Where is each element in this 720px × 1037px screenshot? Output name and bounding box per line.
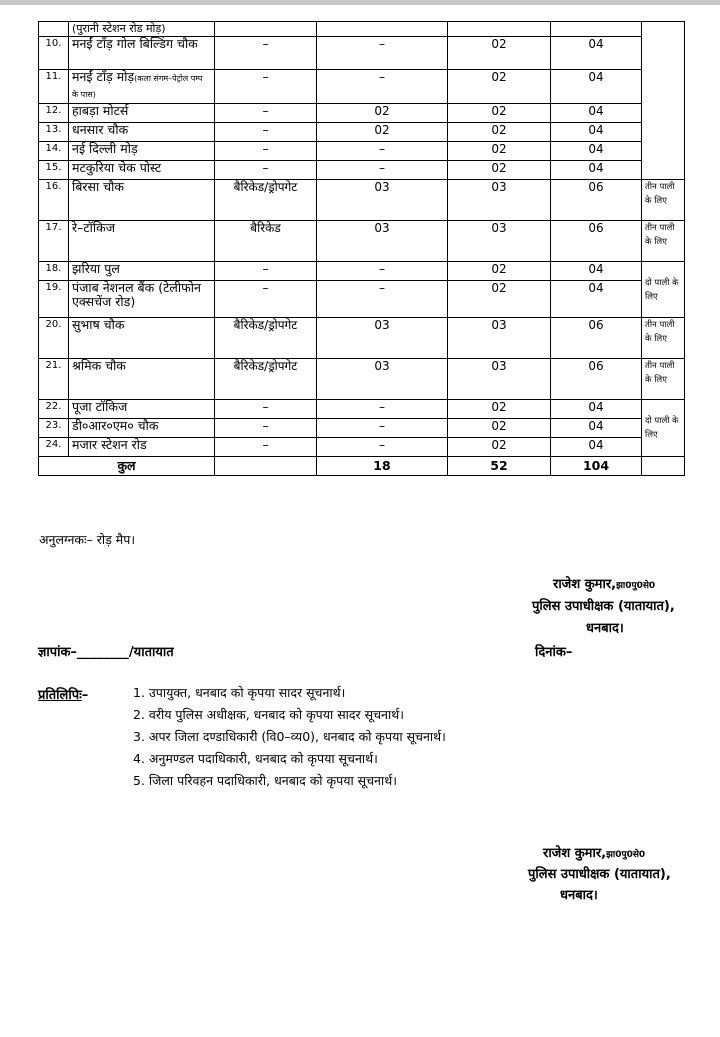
- location-cell: हाबड़ा मोटर्स: [69, 104, 215, 123]
- location-cell: मनईं टॉंड़ गोल बिल्डिंग चौक: [69, 37, 215, 70]
- signatory-name: राजेश कुमार,झा0पु0से0: [553, 577, 656, 592]
- remarks-cell: दो पाली के लिए: [642, 262, 685, 318]
- table-row: 16. बिरसा चौक बैरिकेड/ड्रोपगेट 03 03 06 तीन पाली के लिए: [39, 180, 685, 221]
- table-row: 17. रे–टॉकिज बैरिकेड 03 03 06 तीन पाली के लिए: [39, 221, 685, 262]
- location-cell: डी०आर०एम० चौक: [69, 419, 215, 438]
- signatory-designation: पुलिस उपाधीक्षक (यातायात),: [528, 867, 671, 882]
- remarks-cell: दो पाली के लिए: [642, 400, 685, 457]
- total-value: 52: [448, 457, 551, 476]
- table-row: 12. हाबड़ा मोटर्स – 02 02 04: [39, 104, 685, 123]
- list-item: 3. अपर जिला दण्डाधिकारी (वि0–व्य0), धनबाद को कृपया सूचनार्थ।: [133, 729, 446, 744]
- top-border: [0, 0, 720, 5]
- total-value: 104: [551, 457, 642, 476]
- date-label: दिनांक–: [535, 645, 573, 660]
- copy-to-list: [133, 684, 446, 794]
- table-row: 20. सुभाष चौक बैरिकेड/ड्रोपगेट 03 03 06 तीन पाली के लिए: [39, 318, 685, 359]
- table-row: 22. पूजा टॉकिज – – 02 04 दो पाली के लिए: [39, 400, 685, 419]
- list-item: 4. अनुमण्डल पदाधिकारी, धनबाद को कृपया सूचनार्थ।: [133, 751, 378, 766]
- remarks-cell: तीन पाली के लिए: [642, 180, 685, 221]
- location-cell: बिरसा चौक: [69, 180, 215, 221]
- list-item: 1. उपायुक्त, धनबाद को कृपया सादर सूचनार्थ।: [133, 685, 346, 700]
- location-cell: मजार स्टेशन रोड: [69, 438, 215, 457]
- signatory-place: धनबाद।: [560, 888, 598, 903]
- signatory-place: धनबाद।: [586, 621, 624, 636]
- remarks-cell: तीन पाली के लिए: [642, 359, 685, 400]
- table-row: 14. नई दिल्ली मोड़ – – 02 04: [39, 142, 685, 161]
- total-value: 18: [317, 457, 448, 476]
- table-row: 10. मनईं टॉंड़ गोल बिल्डिंग चौक – – 02 04: [39, 37, 685, 70]
- list-item: 5. जिला परिवहन पदाधिकारी, धनबाद को कृपया सूचनार्थ।: [133, 773, 397, 788]
- location-cell: पूजा टॉकिज: [69, 400, 215, 419]
- remarks-cell: तीन पाली के लिए: [642, 221, 685, 262]
- remarks-cell: [642, 22, 685, 180]
- annexure-note: अनुलग्नकः– रोड़ मैप।: [39, 532, 136, 547]
- serial-cell: [39, 22, 69, 37]
- location-cell: मटकुरिया चेक पोस्ट: [69, 161, 215, 180]
- location-cell: पंजाब नेशनल बैंक (टेलीफोन एक्सचेंज रोड): [69, 281, 215, 318]
- table-row: 19. पंजाब नेशनल बैंक (टेलीफोन एक्सचेंज रोड) – – 02 04: [39, 281, 685, 318]
- location-cell: मनईं टॉंड़ मोड़(कला संगम–पेट्रोल पम्प के पास): [69, 70, 215, 104]
- location-cell: धनसार चौक: [69, 123, 215, 142]
- location-cell: नई दिल्ली मोड़: [69, 142, 215, 161]
- location-cell: सुभाष चौक: [69, 318, 215, 359]
- table-row: 13. धनसार चौक – 02 02 04: [39, 123, 685, 142]
- table-row: 24. मजार स्टेशन रोड – – 02 04: [39, 438, 685, 457]
- total-label: कुल: [39, 457, 215, 476]
- table-row: 23. डी०आर०एम० चौक – – 02 04: [39, 419, 685, 438]
- table-row: 21. श्रमिक चौक बैरिकेड/ड्रोपगेट 03 03 06 तीन पाली के लिए: [39, 359, 685, 400]
- table-row: 11. मनईं टॉंड़ मोड़(कला संगम–पेट्रोल पम्प के पास) – – 02 04: [39, 70, 685, 104]
- signatory-name: राजेश कुमार,झा0पु0से0: [543, 846, 646, 861]
- location-cell: श्रमिक चौक: [69, 359, 215, 400]
- table-row: 15. मटकुरिया चेक पोस्ट – – 02 04: [39, 161, 685, 180]
- table-row: [39, 22, 685, 37]
- signatory-designation: पुलिस उपाधीक्षक (यातायात),: [532, 599, 675, 614]
- copy-to-label: प्रतिलिपिः–: [38, 688, 89, 703]
- table-row: 18. झरिया पुल – – 02 04 दो पाली के लिए: [39, 262, 685, 281]
- list-item: 2. वरीय पुलिस अधीक्षक, धनबाद को कृपया सादर सूचनार्थ।: [133, 707, 404, 722]
- location-cell: रे–टॉकिज: [69, 221, 215, 262]
- location-cell: (पुरानी स्टेशन रोड मोड़): [69, 22, 215, 37]
- traffic-deployment-table: [38, 21, 685, 476]
- memo-number: ज्ञापांक–________/यातायात: [38, 645, 174, 660]
- remarks-cell: तीन पाली के लिए: [642, 318, 685, 359]
- total-row: [39, 457, 685, 476]
- location-cell: झरिया पुल: [69, 262, 215, 281]
